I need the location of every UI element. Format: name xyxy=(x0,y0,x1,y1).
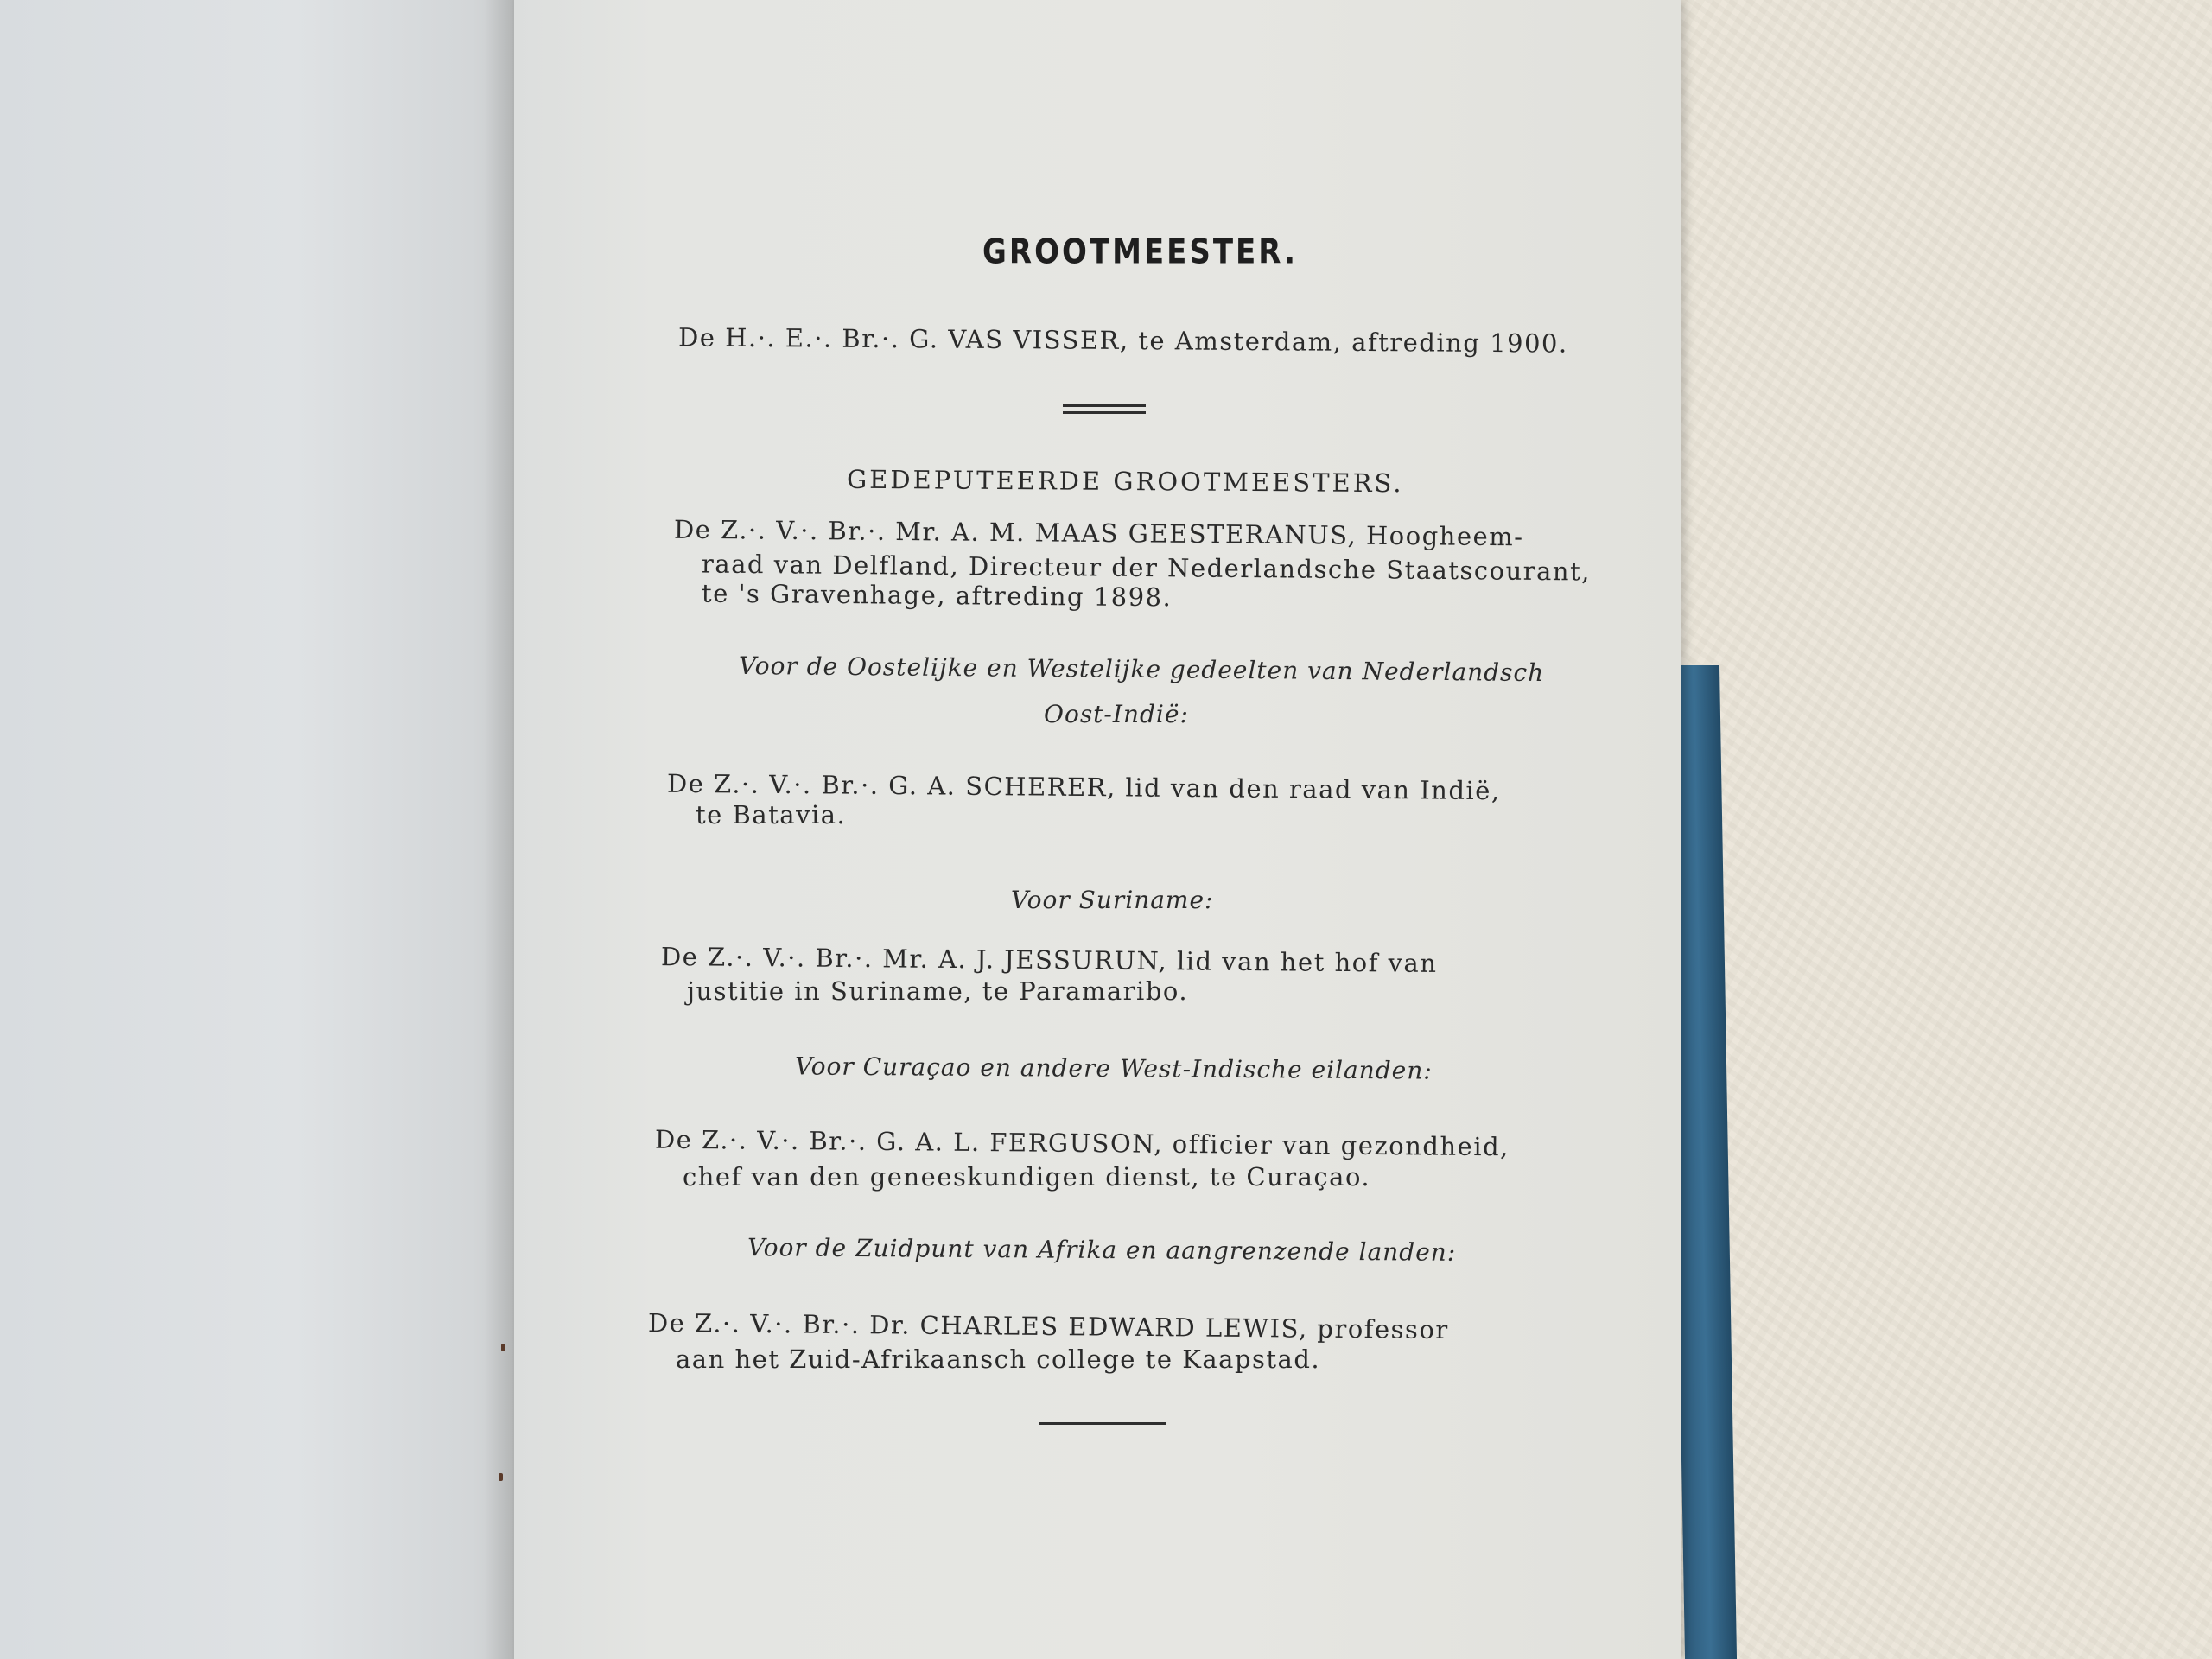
double-rule-bottom xyxy=(1063,411,1146,414)
closing-rule xyxy=(1039,1422,1166,1425)
entry-line: De Z.·. V.·. Br.·. Mr. A. M. MAAS GEESTERANUS, Hoogheem- xyxy=(673,514,1524,552)
entry-line: aan het Zuid-Afrikaansch college te Kaapstad. xyxy=(676,1344,1321,1374)
grootmeester-entry: De H.·. E.·. Br.·. G. VAS VISSER, te Amsterdam, aftreding 1900. xyxy=(677,322,1568,359)
binding-stitch xyxy=(501,1344,505,1351)
entry-line: te 's Gravenhage, aftreding 1898. xyxy=(701,578,1173,613)
entry-line: De Z.·. V.·. Br.·. G. A. L. FERGUSON, officier van gezondheid, xyxy=(654,1124,1510,1162)
entry-line: raad van Delfland, Directeur der Nederlandsche Staatscourant, xyxy=(701,549,1592,587)
entry-line: De Z.·. V.·. Br.·. Dr. CHARLES EDWARD LEWIS, professor xyxy=(647,1307,1449,1345)
section-label: Voor de Zuidpunt van Afrika en aangrenzende landen: xyxy=(747,1233,1457,1267)
double-rule-top xyxy=(1063,404,1146,407)
section-label: Voor de Oostelijke en Westelijke gedeelten van Nederlandsch xyxy=(738,651,1545,688)
left-page xyxy=(0,0,536,1659)
entry-line: te Batavia. xyxy=(696,800,847,830)
section-label: Voor Curaçao en andere West-Indische eilanden: xyxy=(794,1052,1433,1085)
entry-line: De Z.·. V.·. Br.·. G. A. SCHERER, lid van den raad van Indië, xyxy=(666,768,1501,806)
entry-line: chef van den geneeskundigen dienst, te Curaçao. xyxy=(683,1162,1371,1192)
binding-stitch xyxy=(499,1473,503,1481)
entry-line: justitie in Suriname, te Paramaribo. xyxy=(687,976,1189,1006)
section-label: Voor Suriname: xyxy=(1011,886,1214,914)
section-label: Oost-Indië: xyxy=(1044,700,1189,728)
page-heading: GROOTMEESTER. xyxy=(982,232,1299,272)
section-subheading: GEDEPUTEERDE GROOTMEESTERS. xyxy=(846,464,1404,499)
entry-line: De Z.·. V.·. Br.·. Mr. A. J. JESSURUN, lid van het hof van xyxy=(660,942,1438,978)
